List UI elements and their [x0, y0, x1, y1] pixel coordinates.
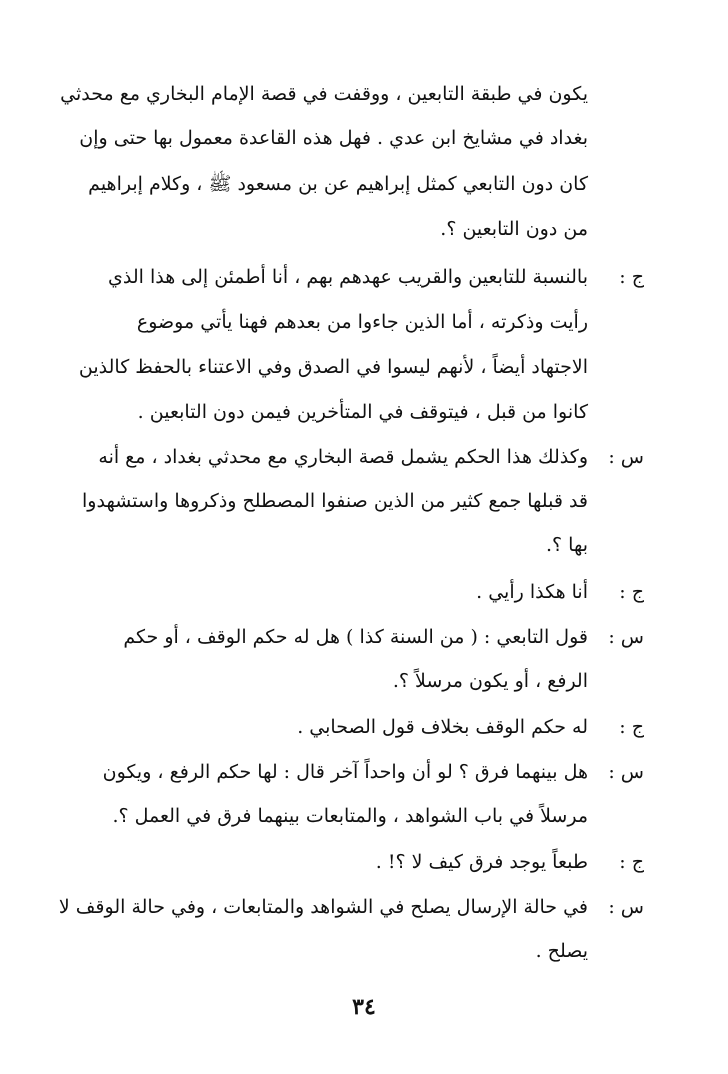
text-line: بالنسبة للتابعين والقريب عهدهم بهم ، أنا أطمئن إلى هذا الذي: [108, 266, 588, 288]
text-line: كان دون التابعي كمثل إبراهيم عن بن مسعود ﷺ ، وكلام إبراهيم: [88, 173, 588, 195]
question-label: س :: [608, 896, 644, 918]
question-label: س :: [608, 446, 644, 468]
text-line: رأيت وذكرته ، أما الذين جاءوا من بعدهم فهنا يأتي موضوع: [136, 311, 588, 333]
text-line: له حكم الوقف بخلاف قول الصحابي .: [297, 716, 588, 738]
answer-label: ج :: [619, 716, 644, 738]
answer-label: ج :: [619, 851, 644, 873]
text-line: هل بينهما فرق ؟ لو أن واحداً آخر قال : لها حكم الرفع ، ويكون: [102, 761, 588, 783]
text-line: يكون في طبقة التابعين ، ووقفت في قصة الإمام البخاري مع محدثي: [60, 83, 588, 105]
text-line: قد قبلها جمع كثير من الذين صنفوا المصطلح وذكروها واستشهدوا: [82, 490, 588, 512]
text-line: قول التابعي : ( من السنة كذا ) هل له حكم الوقف ، أو حكم: [123, 626, 588, 648]
answer-label: ج :: [619, 581, 644, 603]
text-line: يصلح .: [535, 940, 588, 962]
text-line: طبعاً يوجد فرق كيف لا ؟! .: [375, 851, 588, 873]
text-line: الاجتهاد أيضاً ، لأنهم ليسوا في الصدق وفي الاعتناء بالحفظ كالذين: [78, 356, 588, 378]
text-line: الرفع ، أو يكون مرسلاً ؟.: [392, 670, 588, 692]
text-line: وكذلك هذا الحكم يشمل قصة البخاري مع محدثي بغداد ، مع أنه: [98, 446, 588, 468]
text-line: في حالة الإرسال يصلح في الشواهد والمتابعات ، وفي حالة الوقف لا: [58, 896, 588, 918]
text-line: بها ؟.: [546, 534, 588, 556]
answer-label: ج :: [619, 266, 644, 288]
page-number: ٣٤: [352, 994, 376, 1020]
text-line: أنا هكذا رأيي .: [476, 581, 588, 603]
text-line: بغداد في مشايخ ابن عدي . فهل هذه القاعدة معمول بها حتى وإن: [79, 127, 588, 149]
question-label: س :: [608, 761, 644, 783]
question-label: س :: [608, 626, 644, 648]
text-line: كانوا من قبل ، فيتوقف في المتأخرين فيمن دون التابعين .: [137, 401, 588, 423]
text-line: من دون التابعين ؟.: [440, 218, 588, 240]
text-line: مرسلاً في باب الشواهد ، والمتابعات بينهما فرق في العمل ؟.: [112, 805, 588, 827]
